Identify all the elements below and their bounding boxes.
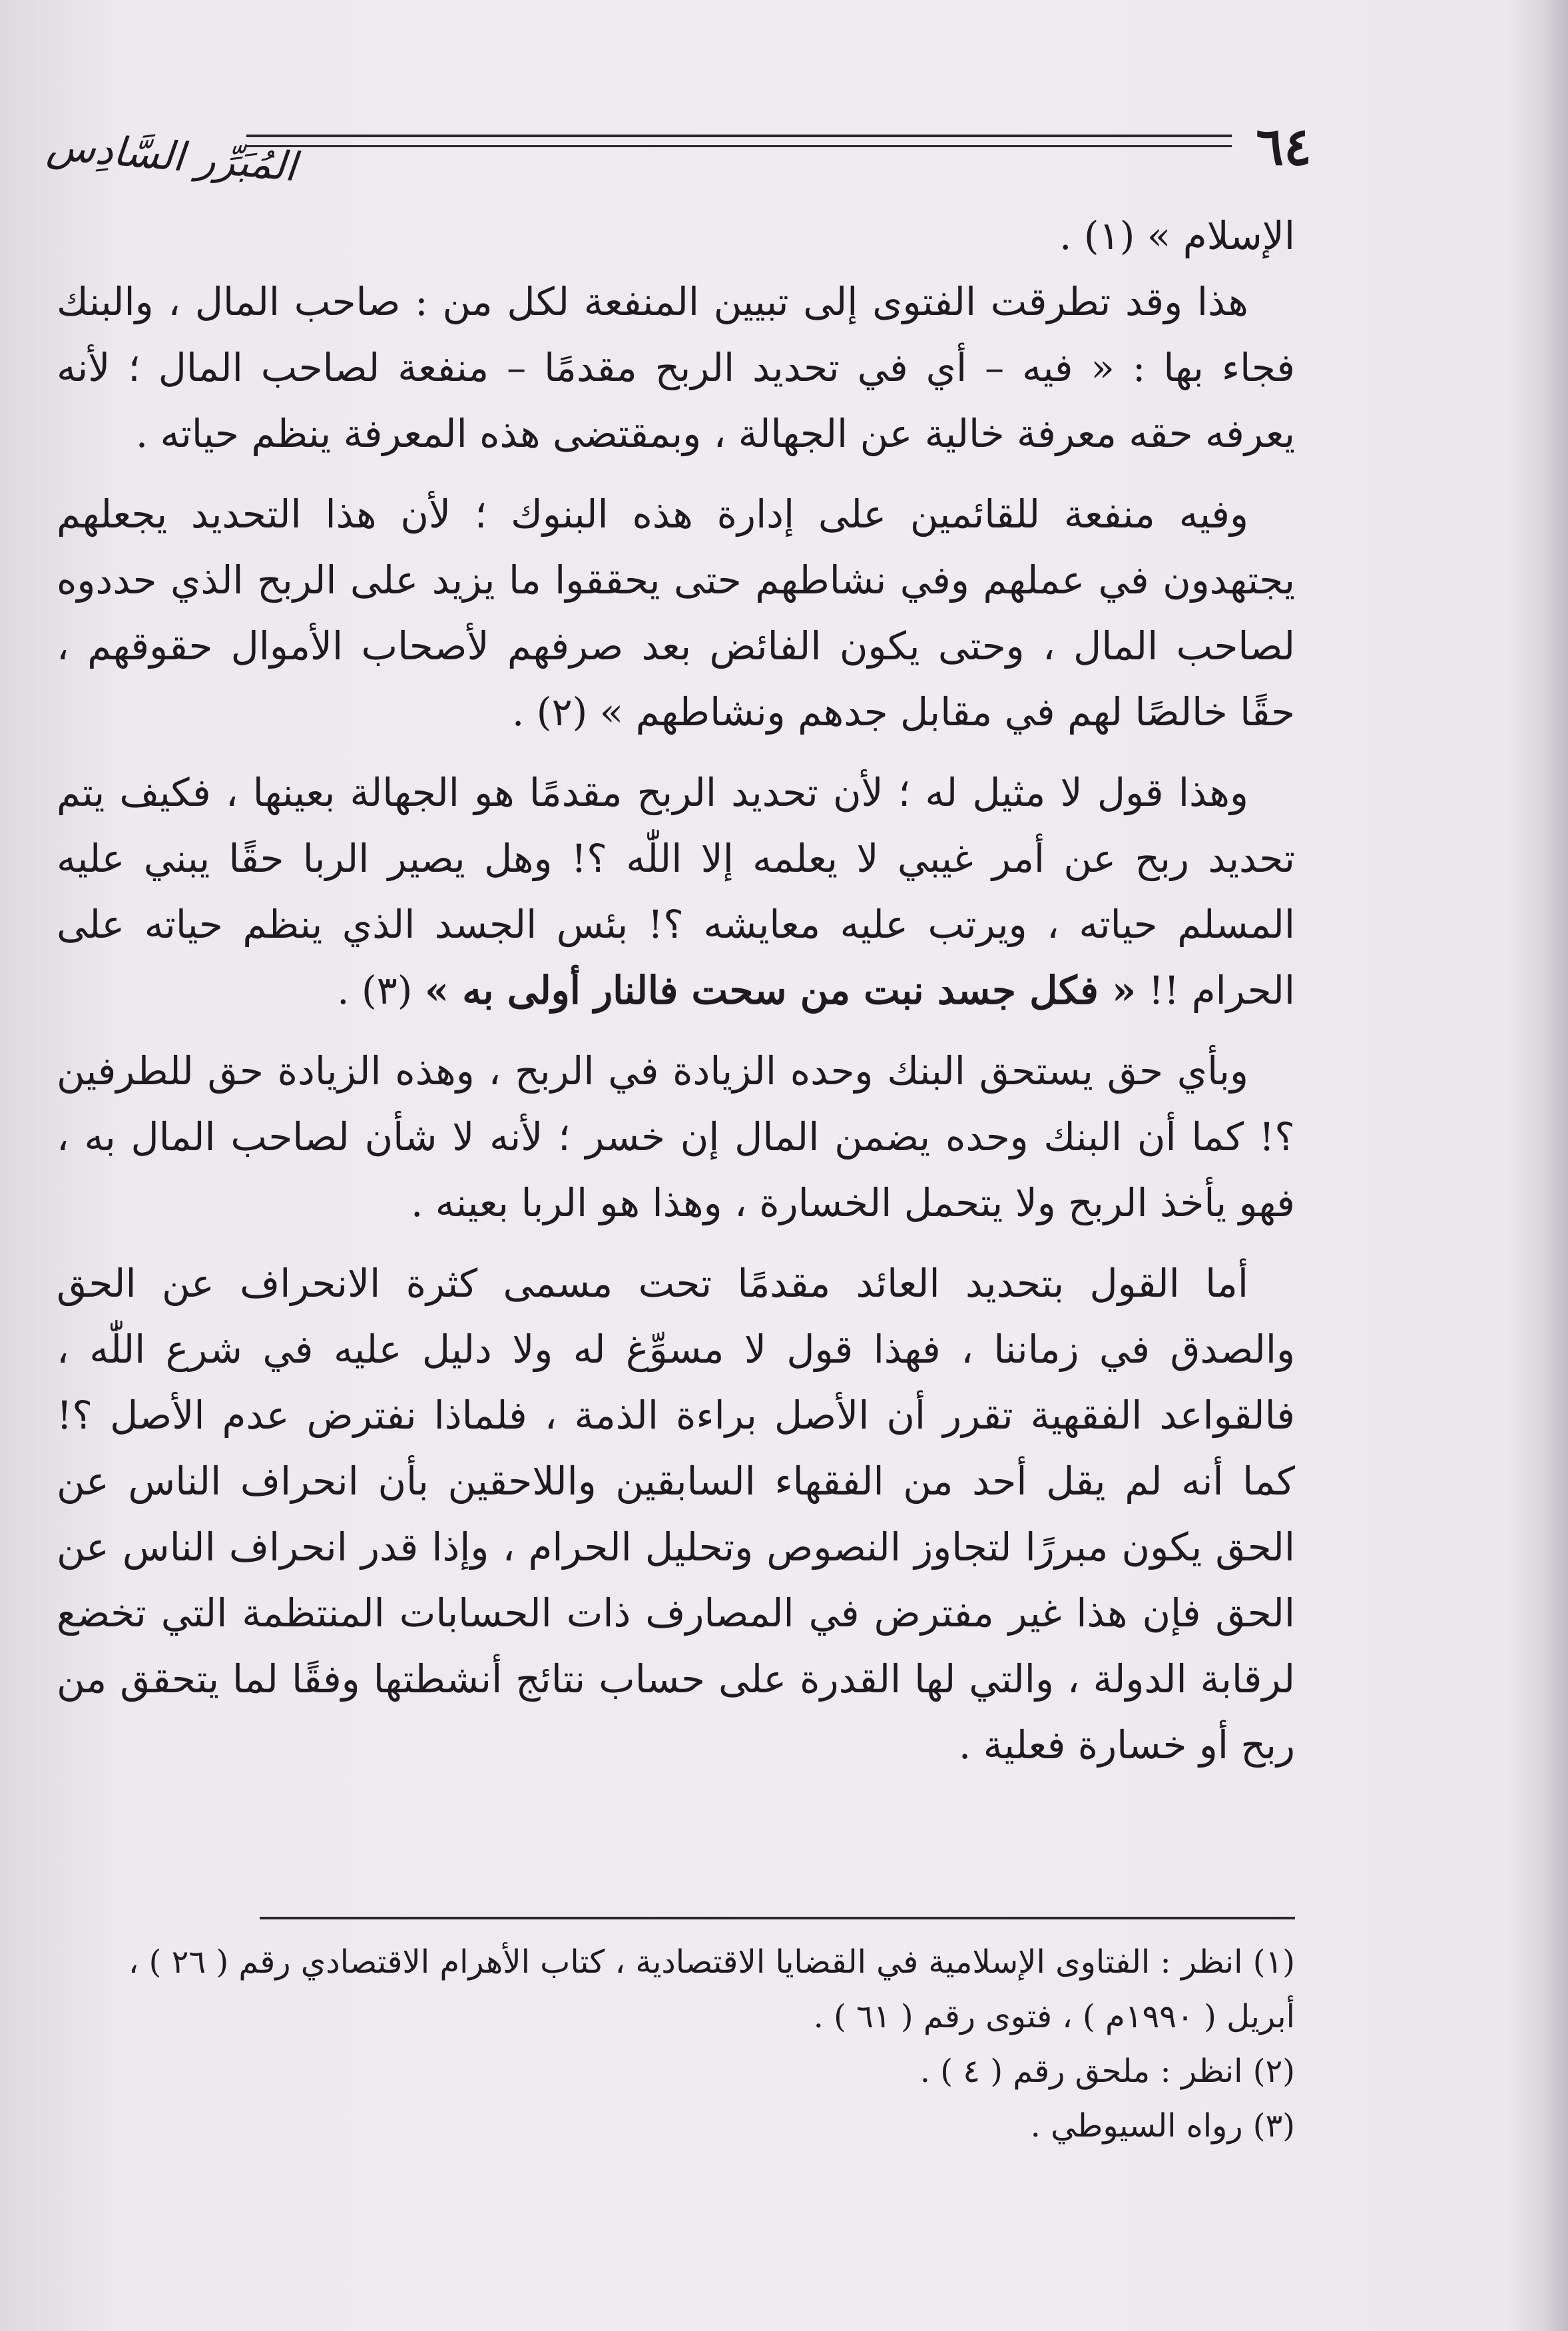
footnote: (٢) انظر : ملحق رقم ( ٤ ) . <box>919 2053 1295 2090</box>
footnote-ref: (٣) . <box>337 968 413 1013</box>
header-rule-thin <box>246 145 1232 147</box>
footnote-separator <box>260 1917 1295 1919</box>
paragraph <box>57 760 1295 1024</box>
paragraph: الإسلام » (١) . <box>1059 213 1295 258</box>
paragraph: وفيه منفعة للقائمين على إدارة هذه البنوك ؛ لأن هذا التحديد يجعلهم يجتهدون في عملهم وفي نشاطهم حتى يحققوا ما يزيد على الربح الذي حددوه لصاحب المال ، وحتى يكون الفائض بعد صرفهم لأصحاب الأموال حقوقهم ، حقًا خالصًا لهم في مقابل جدهم ونشاطهم » (٢) . <box>57 492 1295 735</box>
footnote: (٣) رواه السيوطي . <box>1030 2107 1295 2145</box>
hadith-quote: « فكل جسد نبت من سحت فالنار أولى به » <box>424 968 1137 1013</box>
header-rule <box>246 135 1232 137</box>
page-spine-shadow <box>1508 0 1568 2331</box>
footnotes <box>57 1935 1295 2153</box>
main-text <box>57 203 1295 1778</box>
paragraph: هذا وقد تطرقت الفتوى إلى تبيين المنفعة لكل من : صاحب المال ، والبنك فجاء بها : « فيه – أي في تحديد الربح مقدمًا – منفعة لصاحب المال ؛ لأنه يعرفه حقه معرفة خالية عن الجهالة ، وبمقتضى هذه المعرفة ينظم حياته . <box>57 279 1295 456</box>
paragraph: وبأي حق يستحق البنك وحده الزيادة في الربح ، وهذه الزيادة حق للطرفين ؟! كما أن البنك وحده يضمن المال إن خسر ؛ لأنه لا شأن لصاحب المال به ، فهو يأخذ الربح ولا يتحمل الخسارة ، وهذا هو الربا بعينه . <box>57 1048 1295 1225</box>
paragraph-text: وهذا قول لا مثيل له ؛ لأن تحديد الربح مقدمًا هو الجهالة بعينها ، فكيف يتم تحديد ربح عن أمر غيبي لا يعلمه إلا اللّٰه ؟! وهل يصير الربا حقًا يبني عليه المسلم حياته ، ويرتب عليه معايشه ؟! بئس الجسد الذي ينظم حياته على الحرام !! <box>57 770 1295 1013</box>
page-number: ٦٤ <box>1256 117 1312 177</box>
paragraph: أما القول بتحديد العائد مقدمًا تحت مسمى كثرة الانحراف عن الحق والصدق في زماننا ، فهذا قول لا مسوِّغ له ولا دليل عليه في شرع اللّٰه ، فالقواعد الفقهية تقرر أن الأصل براءة الذمة ، فلماذا نفترض عدم الأصل ؟! كما أنه لم يقل أحد من الفقهاء السابقين واللاحقين بأن انحراف الناس عن الحق يكون مبررًا لتجاوز النصوص وتحليل الحرام ، وإذا قدر انحراف الناس عن الحق فإن هذا غير مفترض في المصارف ذات الحسابات المنتظمة التي تخضع لرقابة الدولة ، والتي لها القدرة على حساب نتائج أنشطتها وفقًا لما يتحقق من ربح أو خسارة فعلية . <box>57 1261 1295 1768</box>
running-head: المُبَرِّر السَّادِس <box>45 122 298 191</box>
footnote: (١) انظر : الفتاوى الإسلامية في القضايا الاقتصادية ، كتاب الأهرام الاقتصادي رقم ( ٢٦ ) ، أبريل ( ١٩٩٠م ) ، فتوى رقم ( ٦١ ) . <box>128 1943 1295 2035</box>
page-header <box>47 93 1312 193</box>
